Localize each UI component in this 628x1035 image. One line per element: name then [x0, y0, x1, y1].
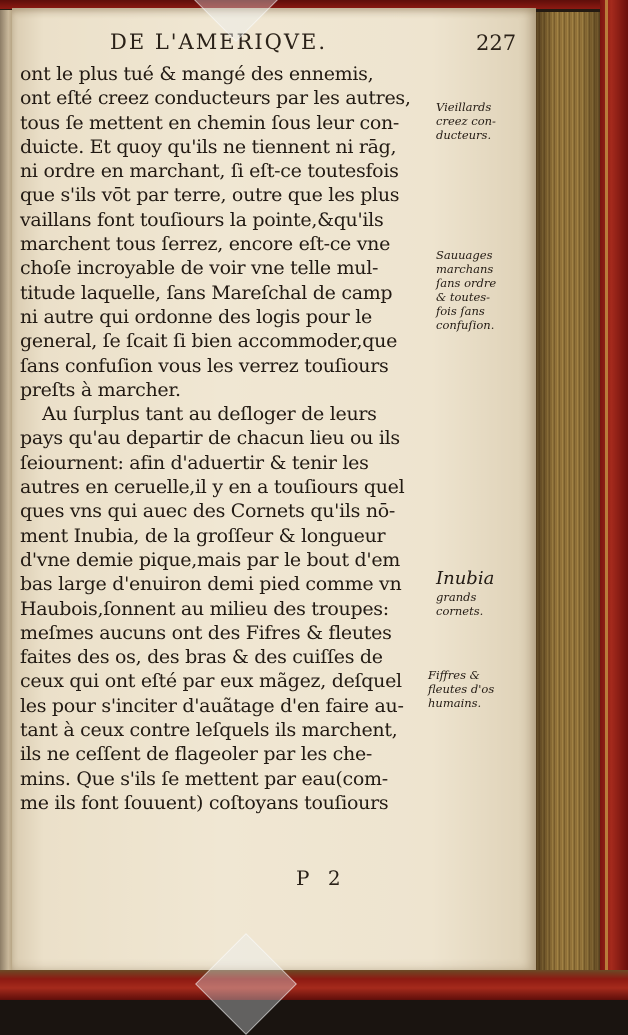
margin-note-line: creez con-: [436, 114, 496, 128]
paragraph-start-line: Au ſurplus tant au deſloger de leurs: [42, 403, 377, 426]
margin-note-inubia: [436, 568, 536, 618]
text-line: general, ſe ſcait ſi bien accommoder,que: [20, 330, 398, 353]
binding-gold-tooling: [605, 0, 608, 1000]
margin-note-line: ducteurs.: [436, 128, 492, 142]
margin-note-line: fois ſans: [436, 304, 485, 318]
signature-mark: P 2: [296, 866, 347, 890]
margin-note-line: cornets.: [436, 604, 484, 618]
binding-bottom: [0, 970, 628, 1000]
text-line: ont le plus tué & mangé des ennemis,: [20, 63, 374, 85]
text-line: faites des os, des bras & des cuiſſes de: [20, 646, 383, 669]
text-line: mins. Que s'ils ſe mettent par eau(com-: [20, 767, 388, 790]
gilt-edge-shadow: [536, 12, 600, 970]
margin-note-line: confuſion.: [436, 318, 495, 332]
margin-note-title: Inubia: [436, 568, 495, 589]
text-line: d'vne demie pique,mais par le bout d'em: [20, 548, 400, 571]
text-line: me ils font ſouuent) coſtoyans touſiours: [20, 791, 389, 814]
body-text: [20, 62, 440, 815]
text-line: tant à ceux contre leſquels ils marchent,: [20, 719, 398, 742]
text-line: ni autre qui ordonne des logis pour le: [20, 305, 372, 328]
text-line: tous ſe mettent en chemin ſous leur con-: [20, 111, 400, 134]
margin-note-line: Fiffres &: [428, 668, 480, 682]
margin-note-line: ſans ordre: [436, 276, 497, 290]
text-line: vaillans font touſiours la pointe,&qu'ils: [20, 208, 384, 231]
facing-page-edge: [0, 10, 12, 980]
text-line: duicte. Et quoy qu'ils ne tiennent ni rāg,: [20, 135, 397, 158]
margin-note-vieillards: [436, 100, 536, 142]
text-line: titude laquelle, ſans Mareſchal de camp: [20, 281, 393, 304]
margin-note-line: & toutes-: [436, 290, 491, 304]
text-line: ment Inubia, de la groſſeur & longueur: [20, 524, 386, 547]
text-line: ſans confuſion vous les verrez touſiours: [20, 354, 389, 377]
margin-note-line: grands: [436, 590, 477, 604]
text-line: autres en ceruelle,il y en a touſiours quel: [20, 476, 405, 499]
page-number: 227: [476, 31, 517, 55]
text-line: ont eſté creez conducteurs par les autres,: [20, 87, 411, 110]
text-line: Haubois,ſonnent au milieu des troupes:: [20, 597, 389, 620]
text-line: ils ne ceſſent de flageoler par les che-: [20, 743, 373, 766]
margin-note-line: fleutes d'os: [428, 682, 495, 696]
margin-note-line: marchans: [436, 262, 494, 276]
text-line: ni ordre en marchant, ſi eſt-ce toutesfois: [20, 160, 399, 183]
margin-note-line: Vieillards: [436, 100, 492, 114]
margin-note-line: humains.: [428, 696, 482, 710]
text-line: les pour s'inciter d'auãtage d'en faire au-: [20, 694, 404, 717]
running-head: DE L'AMERIQVE.: [110, 30, 328, 54]
text-line: ques vns qui auec des Cornets qu'ils nō-: [20, 500, 396, 523]
text-line: preſts à marcher.: [20, 378, 181, 401]
margin-note-sauuages: [436, 248, 536, 332]
text-line: choſe incroyable de voir vne telle mul-: [20, 257, 379, 280]
text-line: pays qu'au departir de chacun lieu ou ils: [20, 427, 400, 450]
margin-note-fiffres: [428, 668, 528, 710]
text-line: que s'ils vōt par terre, outre que les plus: [20, 184, 400, 207]
margin-note-line: Sauuages: [436, 248, 493, 262]
text-line: meſmes aucuns ont des Fifres & fleutes: [20, 621, 392, 644]
text-line: ſeiournent: afin d'aduertir & tenir les: [20, 451, 369, 474]
text-line: ceux qui ont eſté par eux mãgez, deſquel: [20, 670, 402, 693]
text-line: bas large d'enuiron demi pied comme vn: [20, 573, 402, 596]
text-line: marchent tous ſerrez, encore eſt-ce vne: [20, 233, 391, 256]
